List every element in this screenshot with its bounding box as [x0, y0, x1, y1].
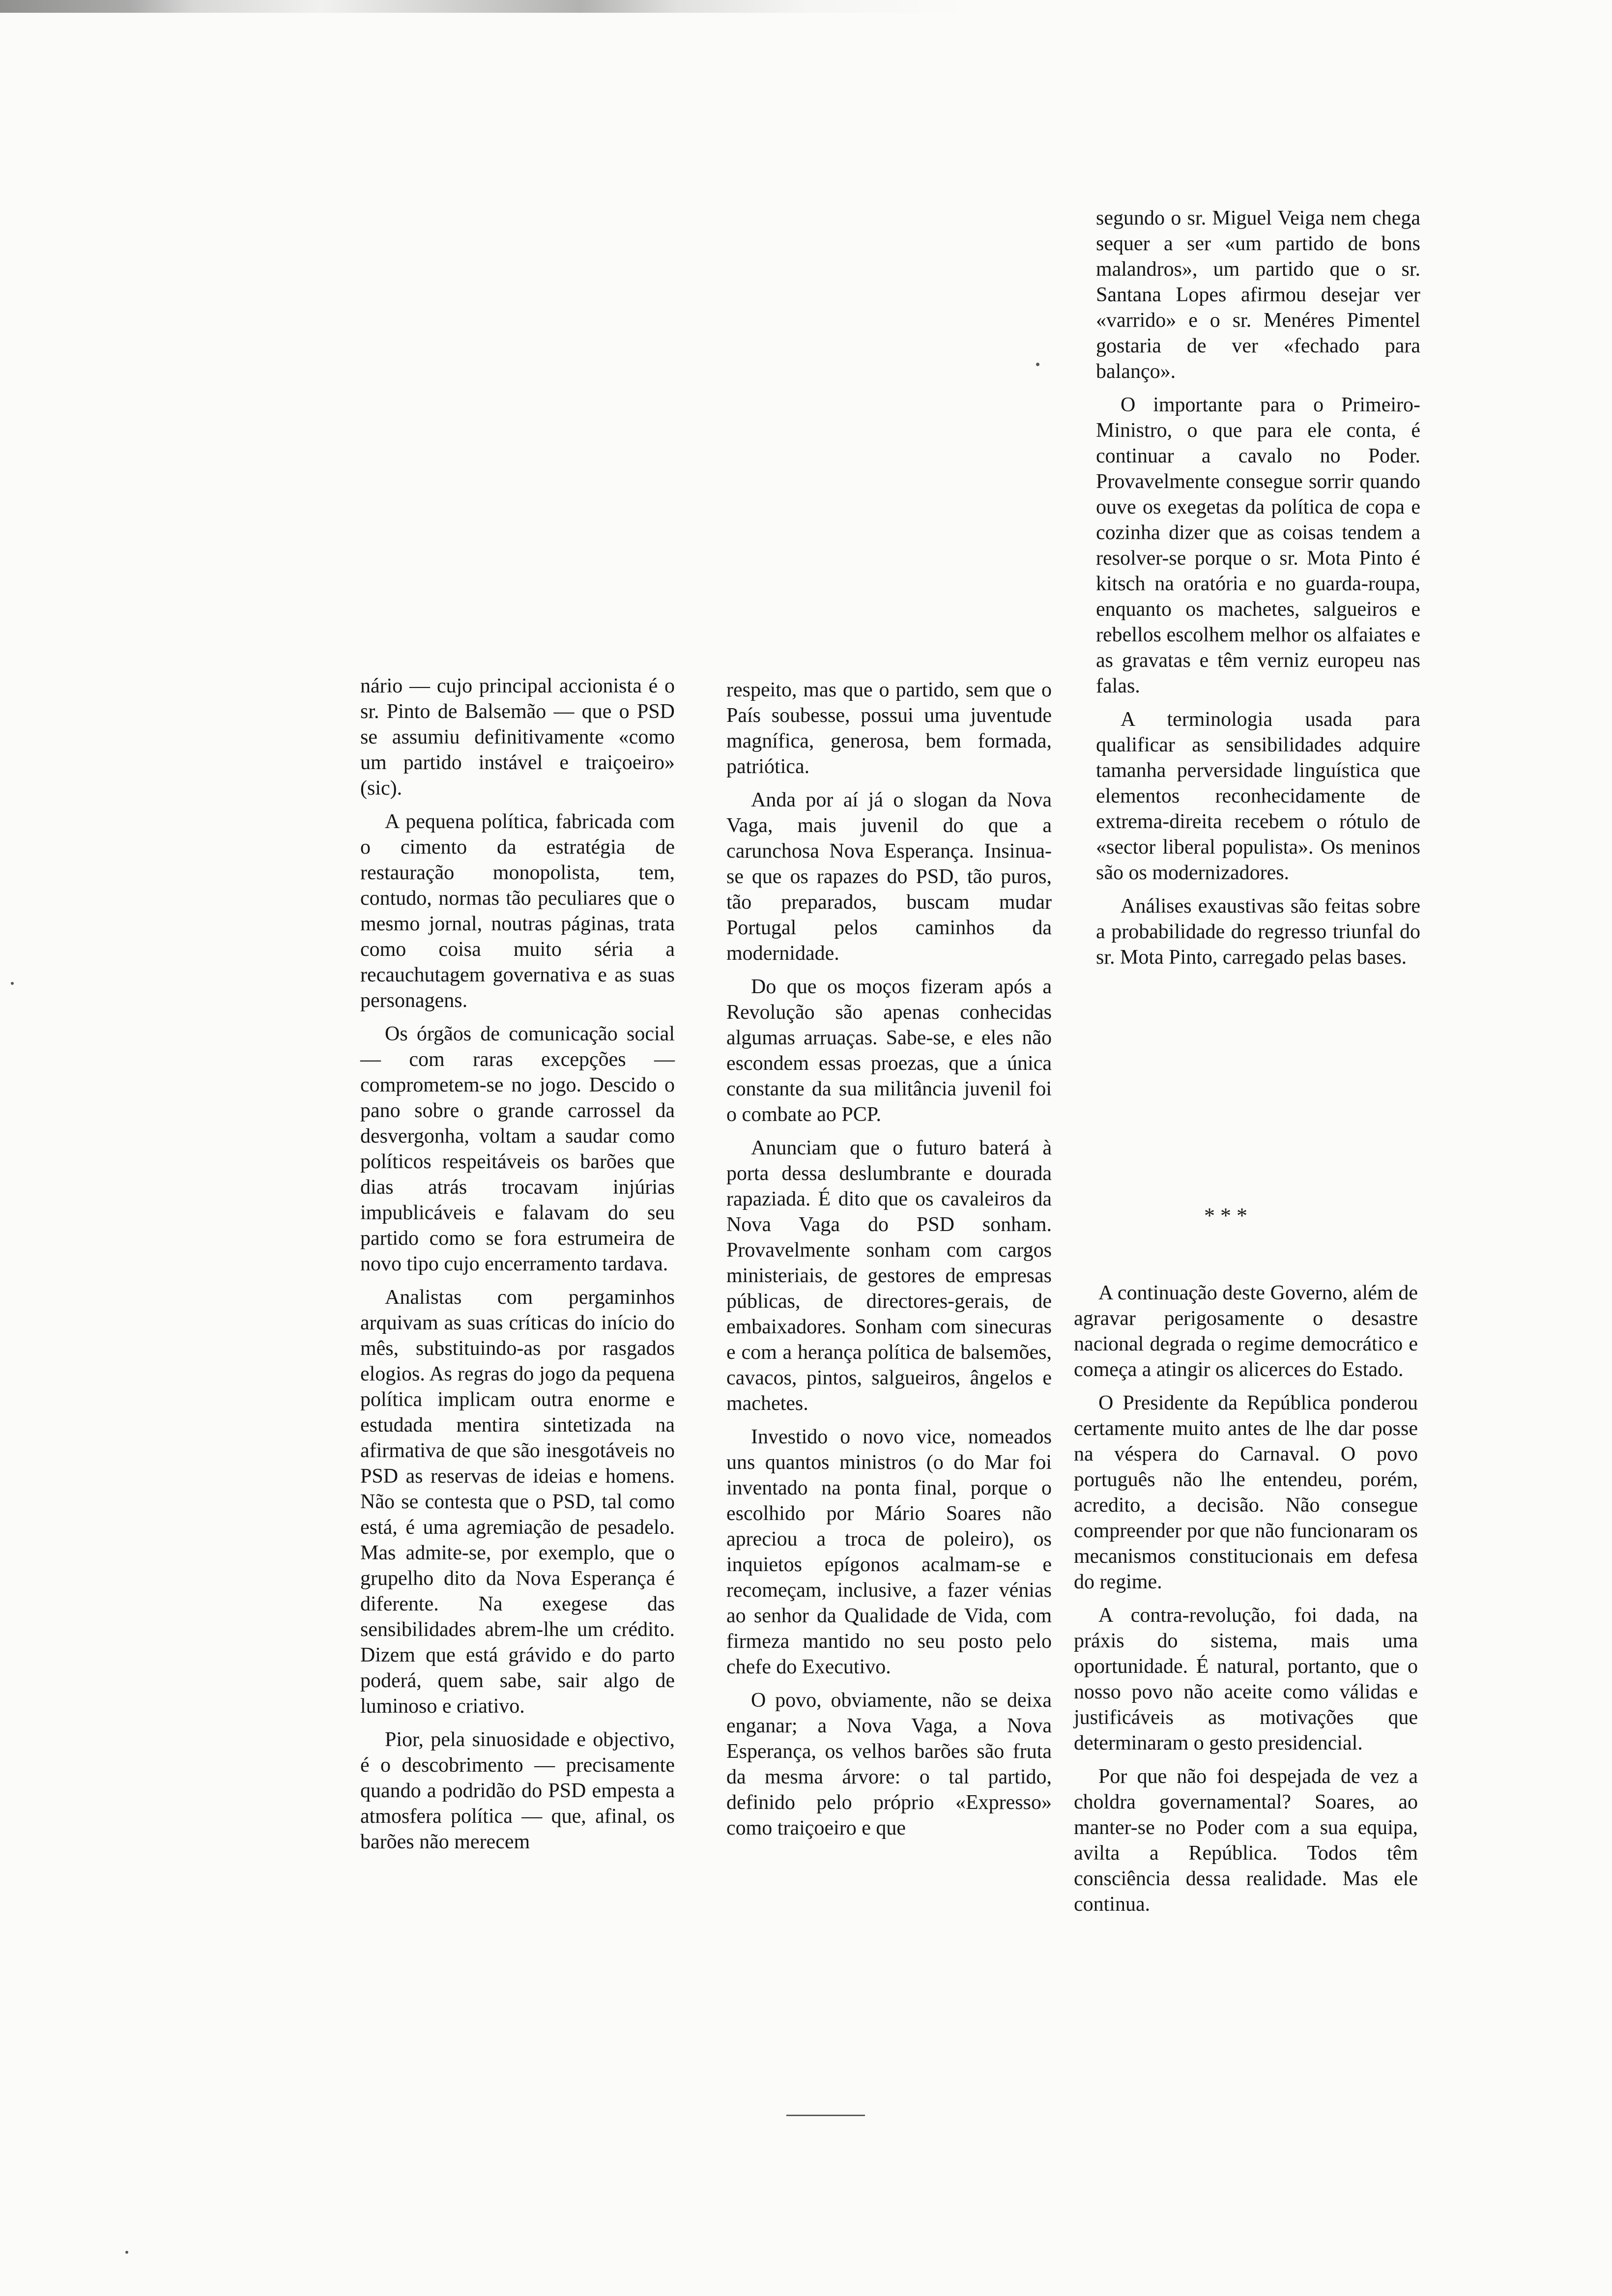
article-column-2	[726, 677, 1052, 1849]
bottom-rule	[786, 2115, 865, 2116]
paragraph: A contra-revolução, foi dada, na práxis do sistema, mais uma oportunidade. É natural, portanto, que o nosso povo não aceite como válidas e justificáveis as motivações que determinaram o gesto presidencial.	[1074, 1604, 1418, 1754]
paragraph: Os órgãos de comunicação social — com raras excepções — comprometem-se no jogo. Descido o pano sobre o grande carrossel da desvergonha, voltam a saudar como políticos respeitáveis os barões que dias atrás trocavam injúrias impublicáveis e falavam do seu partido como se fora estrumeira de novo tipo cujo encerramento tardava.	[360, 1023, 675, 1275]
scan-edge	[0, 0, 1612, 13]
paragraph: respeito, mas que o partido, sem que o País soubesse, possui uma juventude magnífica, generosa, bem formada, patriótica.	[726, 679, 1052, 778]
paragraph: Por que não foi despejada de vez a choldra governamental? Soares, ao manter-se no Poder com a sua equipa, avilta a República. Todos têm consciência dessa realidade. Mas ele continua.	[1074, 1765, 1418, 1916]
paragraph: O importante para o Primeiro-Ministro, o que para ele conta, é continuar a cavalo no Poder. Provavelmente consegue sorrir quando ouve os exegetas da política de copa e cozinha dizer que as coisas tendem a resolver-se porque o sr. Mota Pinto é kitsch na oratória e no guarda-roupa, enquanto os machetes, salgueiros e rebellos escolhem melhor os alfaiates e as gravatas e têm verniz europeu nas falas.	[1096, 394, 1420, 697]
paragraph: Analistas com pergaminhos arquivam as suas críticas do início do mês, substituindo-as por rasgados elogios. As regras do jogo da pequena política implicam outra enorme e estudada mentira sintetizada na afirmativa de que são inesgotáveis no PSD as reservas de ideias e homens. Não se contesta que o PSD, tal como está, é uma agremiação de pesadelo. Mas admite-se, por exemplo, que o grupelho dito da Nova Esperança é diferente. Na exegese das sensibilidades abrem-lhe um crédito. Dizem que está grávido e do parto poderá, quem sabe, sair algo de luminoso e criativo.	[360, 1286, 675, 1718]
paragraph: Anunciam que o futuro baterá à porta dessa deslumbrante e dourada rapaziada. É dito que os cavaleiros da Nova Vaga do PSD sonham. Provavelmente sonham com cargos ministeriais, de gestores de empresas públicas, de directores-gerais, de embaixadores. Sonham com sinecuras e com a herança política de balsemões, cavacos, pintos, salgueiros, ângelos e machetes.	[726, 1137, 1052, 1415]
article-column-1	[360, 673, 675, 1863]
paragraph: Investido o novo vice, nomeados uns quantos ministros (o do Mar foi inventado na ponta final, porque o escolhido por Mário Soares não apreciou a troca de poleiro), os inquietos epígonos acalmam-se e recomeçam, inclusive, a fazer vénias ao senhor da Qualidade de Vida, com firmeza mantido no seu posto pelo chefe do Executivo.	[726, 1426, 1052, 1678]
paragraph: O povo, obviamente, não se deixa enganar; a Nova Vaga, a Nova Esperança, os velhos barões são fruta da mesma árvore: o tal partido, definido pelo próprio «Expresso» como traiçoeiro e que	[726, 1689, 1052, 1839]
paragraph: segundo o sr. Miguel Veiga nem chega sequer a ser «um partido de bons malandros», um partido que o sr. Santana Lopes afirmou desejar ver «varrido» e o sr. Menéres Pimentel gostaria de ver «fechado para balanço».	[1096, 207, 1420, 383]
article-column-3-bottom	[1074, 1280, 1418, 1925]
paragraph: A pequena política, fabricada com o cimento da estratégia de restauração monopolista, tem, contudo, normas tão peculiares que o mesmo jornal, noutras páginas, trata como coisa muito séria a recauchutagem governativa e as suas personagens.	[360, 810, 675, 1012]
paragraph: Pior, pela sinuosidade e objectivo, é o descobrimento — precisamente quando a podridão do PSD empesta a atmosfera política — que, afinal, os barões não merecem	[360, 1728, 675, 1853]
scan-speck	[125, 2251, 128, 2254]
paragraph: A terminologia usada para qualificar as sensibilidades adquire tamanha perversidade linguística que elementos reconhecidamente de extrema-direita recebem o rótulo de «sector liberal populista». Os meninos são os modernizadores.	[1096, 708, 1420, 884]
paragraph: Análises exaustivas são feitas sobre a probabilidade do regresso triunfal do sr. Mota Pinto, carregado pelas bases.	[1096, 895, 1420, 969]
scan-speck	[11, 982, 14, 985]
paragraph: Do que os moços fizeram após a Revolução são apenas conhecidas algumas arruaças. Sabe-se, e eles não escondem essas proezas, que a única constante da sua militância juvenil foi o combate ao PCP.	[726, 976, 1052, 1126]
asterisk-separator: * * *	[1204, 1204, 1247, 1228]
paragraph: O Presidente da República ponderou certamente muito antes de lhe dar posse na véspera do Carnaval. O povo português não lhe entendeu, porém, acredito, a decisão. Não consegue compreender por que não funcionaram os mecanismos constitucionais em defesa do regime.	[1074, 1392, 1418, 1593]
paragraph: Anda por aí já o slogan da Nova Vaga, mais juvenil do que a carunchosa Nova Esperança. Insinua-se que os rapazes do PSD, tão puros, tão preparados, buscam mudar Portugal pelos caminhos da modernidade.	[726, 789, 1052, 965]
scan-speck	[1036, 363, 1039, 366]
article-column-3-top	[1096, 205, 1420, 978]
paragraph: nário — cujo principal accionista é o sr. Pinto de Balsemão — que o PSD se assumiu definitivamente «como um partido instável e traiçoeiro» (sic).	[360, 675, 675, 800]
paragraph: A continuação deste Governo, além de agravar perigosamente o desastre nacional degrada o regime democrático e começa a atingir os alicerces do Estado.	[1074, 1282, 1418, 1381]
section-separator	[1199, 1205, 1297, 1249]
